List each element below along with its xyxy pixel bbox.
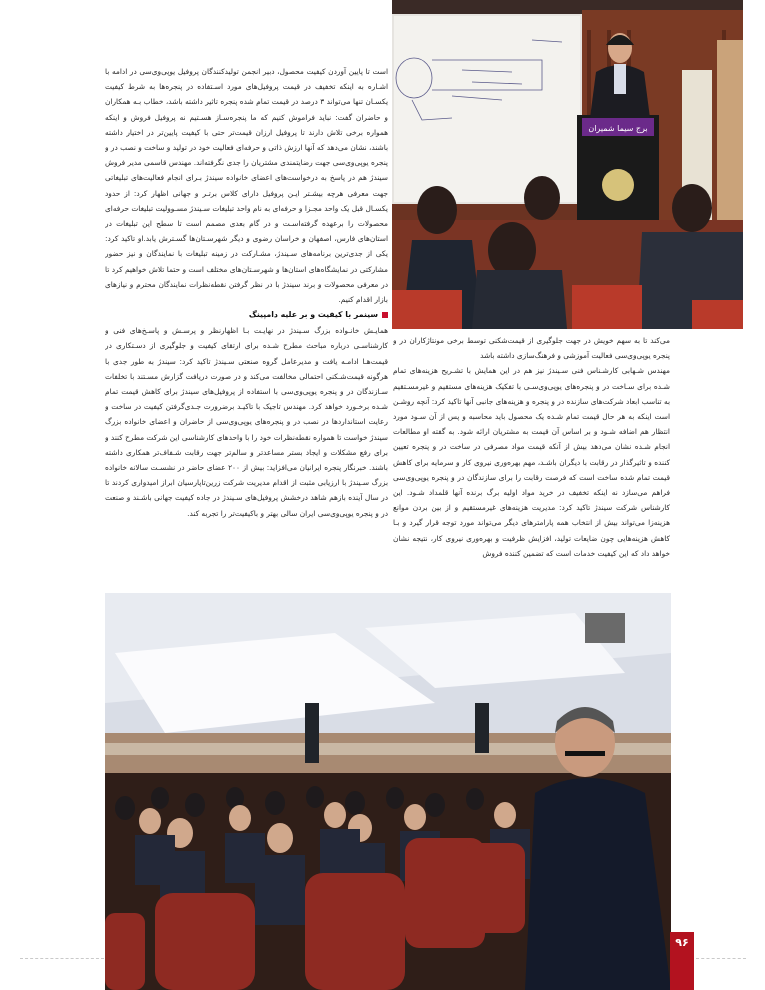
right-paragraph-1: می‌کند تا به سهم خویش در جهت جلوگیری از قیمت‌شکنی توسط برخی مونتاژکاران در و پنجره یوپی‌وی‌سی فعالیت آموزشی و فرهنگ‌سازی داشته باشد	[393, 336, 670, 361]
audience-photo-illustration	[105, 593, 671, 990]
left-paragraph-2: همایـش خانـواده بزرگ سـیندژ در نهایـت بـا اظهارنظر و پرسـش و پاسـخ‌های فنی و کارشناسـی درباره مباحث مطرح شـده برای ارتقای کیفیت و جلوگیری از دسـتکاری در قیمت‌هـا ادامـه یافت و مدیرعامل گروه صنعتی سـیندژ تاکید کرد: سیندژ به طور جدی با هرگونه قیمت‌شـکنی احتمالی مخالفت می‌کند و در صورت دریافت گزارش مسـتند با تخلفات سـازندگان در و پنجره یوپی‌وی‌سی با استفاده از پروفیل‌های سیندژ برای کاهش قیمت تمام شـده برخـورد خواهد کرد. مهندس تاجیک با تاکیـد برضرورت جـدی‌گرفتن کیفیت در ساخت و رعایت استانداردها در نصب در و پنجره‌های یوپی‌وی‌سی از حاضران و اعضای خانواده بزرگ سیندژ خواست تا همواره نقطه‌نظرات خود را با واحدهای کارشناسی این شرکت مطرح کنند و برای رفع مشکلات و ایجاد بستر مساعدتر و سالم‌تر جهت رقابت شـفاف‌تر همکاری داشته باشند. خبرنگار پنجره ایرانیان می‌افزاید: بیش از ۲۰۰ عضای حاضر در نشسـت سالانه خانواده بزرگ سـیندژ با ارزیابی مثبت از اقدام مدیریت شرکت زرین‌تاپارسیان ابراز امیدواری کردند تا در سال آینده بازهم شاهد درخشش پروفیل‌های سـیندژ در جاده کیفیت جهانی باشـند و صنعت در و پنجره یوپی‌وی‌سی ایران سالی بهتر و باکیفیت‌تر را تجربه کند.	[105, 326, 388, 518]
page-number-tab	[670, 932, 694, 990]
right-text-column	[393, 333, 670, 583]
audience-photo	[105, 593, 671, 990]
speaker-photo-illustration	[392, 0, 743, 329]
footer-dashed-line-left	[20, 958, 104, 959]
left-paragraph-1: است تا پایین آوردن کیفیت محصول، دبیر انجمن تولیدکنندگان پروفیل یوپی‌وی‌سی در ادامه با اشـاره به اینکه تخفیف در قیمت پروفیل‌های مورد اسـتفاده در پنجره‌ها به شرط کیفیت یکسـان تنها می‌تواند ۳ درصد در قیمت تمام شده پنجره تاثیر داشته باشد، خطاب بـه همکاران و حاضران گفت: نباید فراموش کنیم که ما پنجره‌سـاز هسـتیم نه پروفیل فروش و اینکه همواره برخی تلاش دارند تا پروفیل ارزان قیمت‌تر حتی با کیفیت پایین‌تر در اختیار داشته باشند، نشان می‌دهد که آنها ارزش ذاتی و حرفه‌ای فعالیت خود در تولید و ساخت و نصب در و پنجره یوپی‌وی‌سی جهت رضایتمندی مشتریان را جدی نگرفته‌اند. مهندس قاسمی مدیر فروش سیندژ هم در پاسخ به درخواست‌های اعضای خانواده سیندژ بـرای انجام فعالیت‌های تبلیغاتی جهت معرفی هرچه بیشـتر ایـن پروفیل دارای کلاس برتـر و جهانی اظهار کرد: از حدود یکسـال قبل یک واحد مجـزا و حرفه‌ای به نام واحد تبلیغات سـیندژ مسـوولیت تبلیغات حرفه‌ای محصولات را برعهده گرفته‌اسـت و در گام بعدی مصمم است تا سطح این تبلیغات در استان‌های فارس، اصفهان و خراسان رضوی و دیگر شهرسـتان‌ها گسـترش یابد.او تاکید کرد: یکی از جدی‌ترین برنامه‌های سـیندژ، مشـارکت در زمینه تبلیغات با نمایندگان و نیز حضور مشارکتی در نمایشگاه‌های استان‌ها و شهرسـتان‌های مختلف است و حتما تلاش خواهیم کرد تا در معرفی محصولات و برند سیندژ با در نظر گرفتن نقطه‌نظرات نمایندگان محترم و نیازهای بازار اقدام کنیم.	[105, 67, 388, 305]
section-subheading	[105, 307, 388, 323]
footer-dashed-line-right	[696, 958, 746, 959]
subheading-text: سینمر با کیفیت و بر علیه دامپینگ	[248, 310, 378, 320]
speaker-photo	[392, 0, 743, 329]
left-text-column	[105, 64, 388, 592]
podium-sign-text: برج سیما شمیران	[588, 124, 648, 133]
page-number: ۹۶	[675, 936, 689, 949]
right-paragraph-2: مهندس شـهابی کارشـناس فنی سـیندژ نیز هم در این همایش با تشـریح هزینه‌های تمام شـده برای سـاخت در و پنجره‌های یوپی‌وی‌سـی با تفکیک هزینه‌های مستقیم و غیرمسـتقیم به تناسب ابعاد شرکت‌های سازنده در و پنجره و هزینه‌های جانبی آنها تاکید کرد: آنچه روشـن است اینکه به هر حال قیمت تمام شـده یک محصول باید محاسبه و پس از آن سـود مورد انتظار هم اضافه شـود و بر اساس آن قیمت به مشتریان ارائه شود. به گفته او مطالعات انجام شـده نشان می‌دهد بیش از آنکه قیمت مواد مصرفی در ساخت در و پنجره تعیین کننده و تاثیرگذار در رقابت با دیگران باشـد، مهم بهره‌وری نیروی کار و سرمایه برای کاهش قیمت تمام شده ساخت است که فرصت رقابت را برای سازندگان در و پنجره یوپی‌وی‌سی فراهم می‌سازد نه اینکه تخفیف در خرید مواد اولیه برگ برنده آنها قلمداد شـود. این کارشناس شرکت سیندژ تاکید کرد: مدیریت هزینه‌های غیرمستقیم و از بین بردن موانع هزینه‌زا می‌تواند بیش از انتخاب همه پارامترهای دیگر می‌تواند مورد توجه قرار گیرد و بـا کاهش هزینه‌هایی چون ضایعات تولید، افزایش ظرفیت و بهره‌وری نیروی کار، نتیجه نشان خواهد داد که این کیفیت خدمات است که تضمین کننده فروش	[393, 366, 670, 558]
red-square-bullet-icon	[382, 312, 388, 318]
